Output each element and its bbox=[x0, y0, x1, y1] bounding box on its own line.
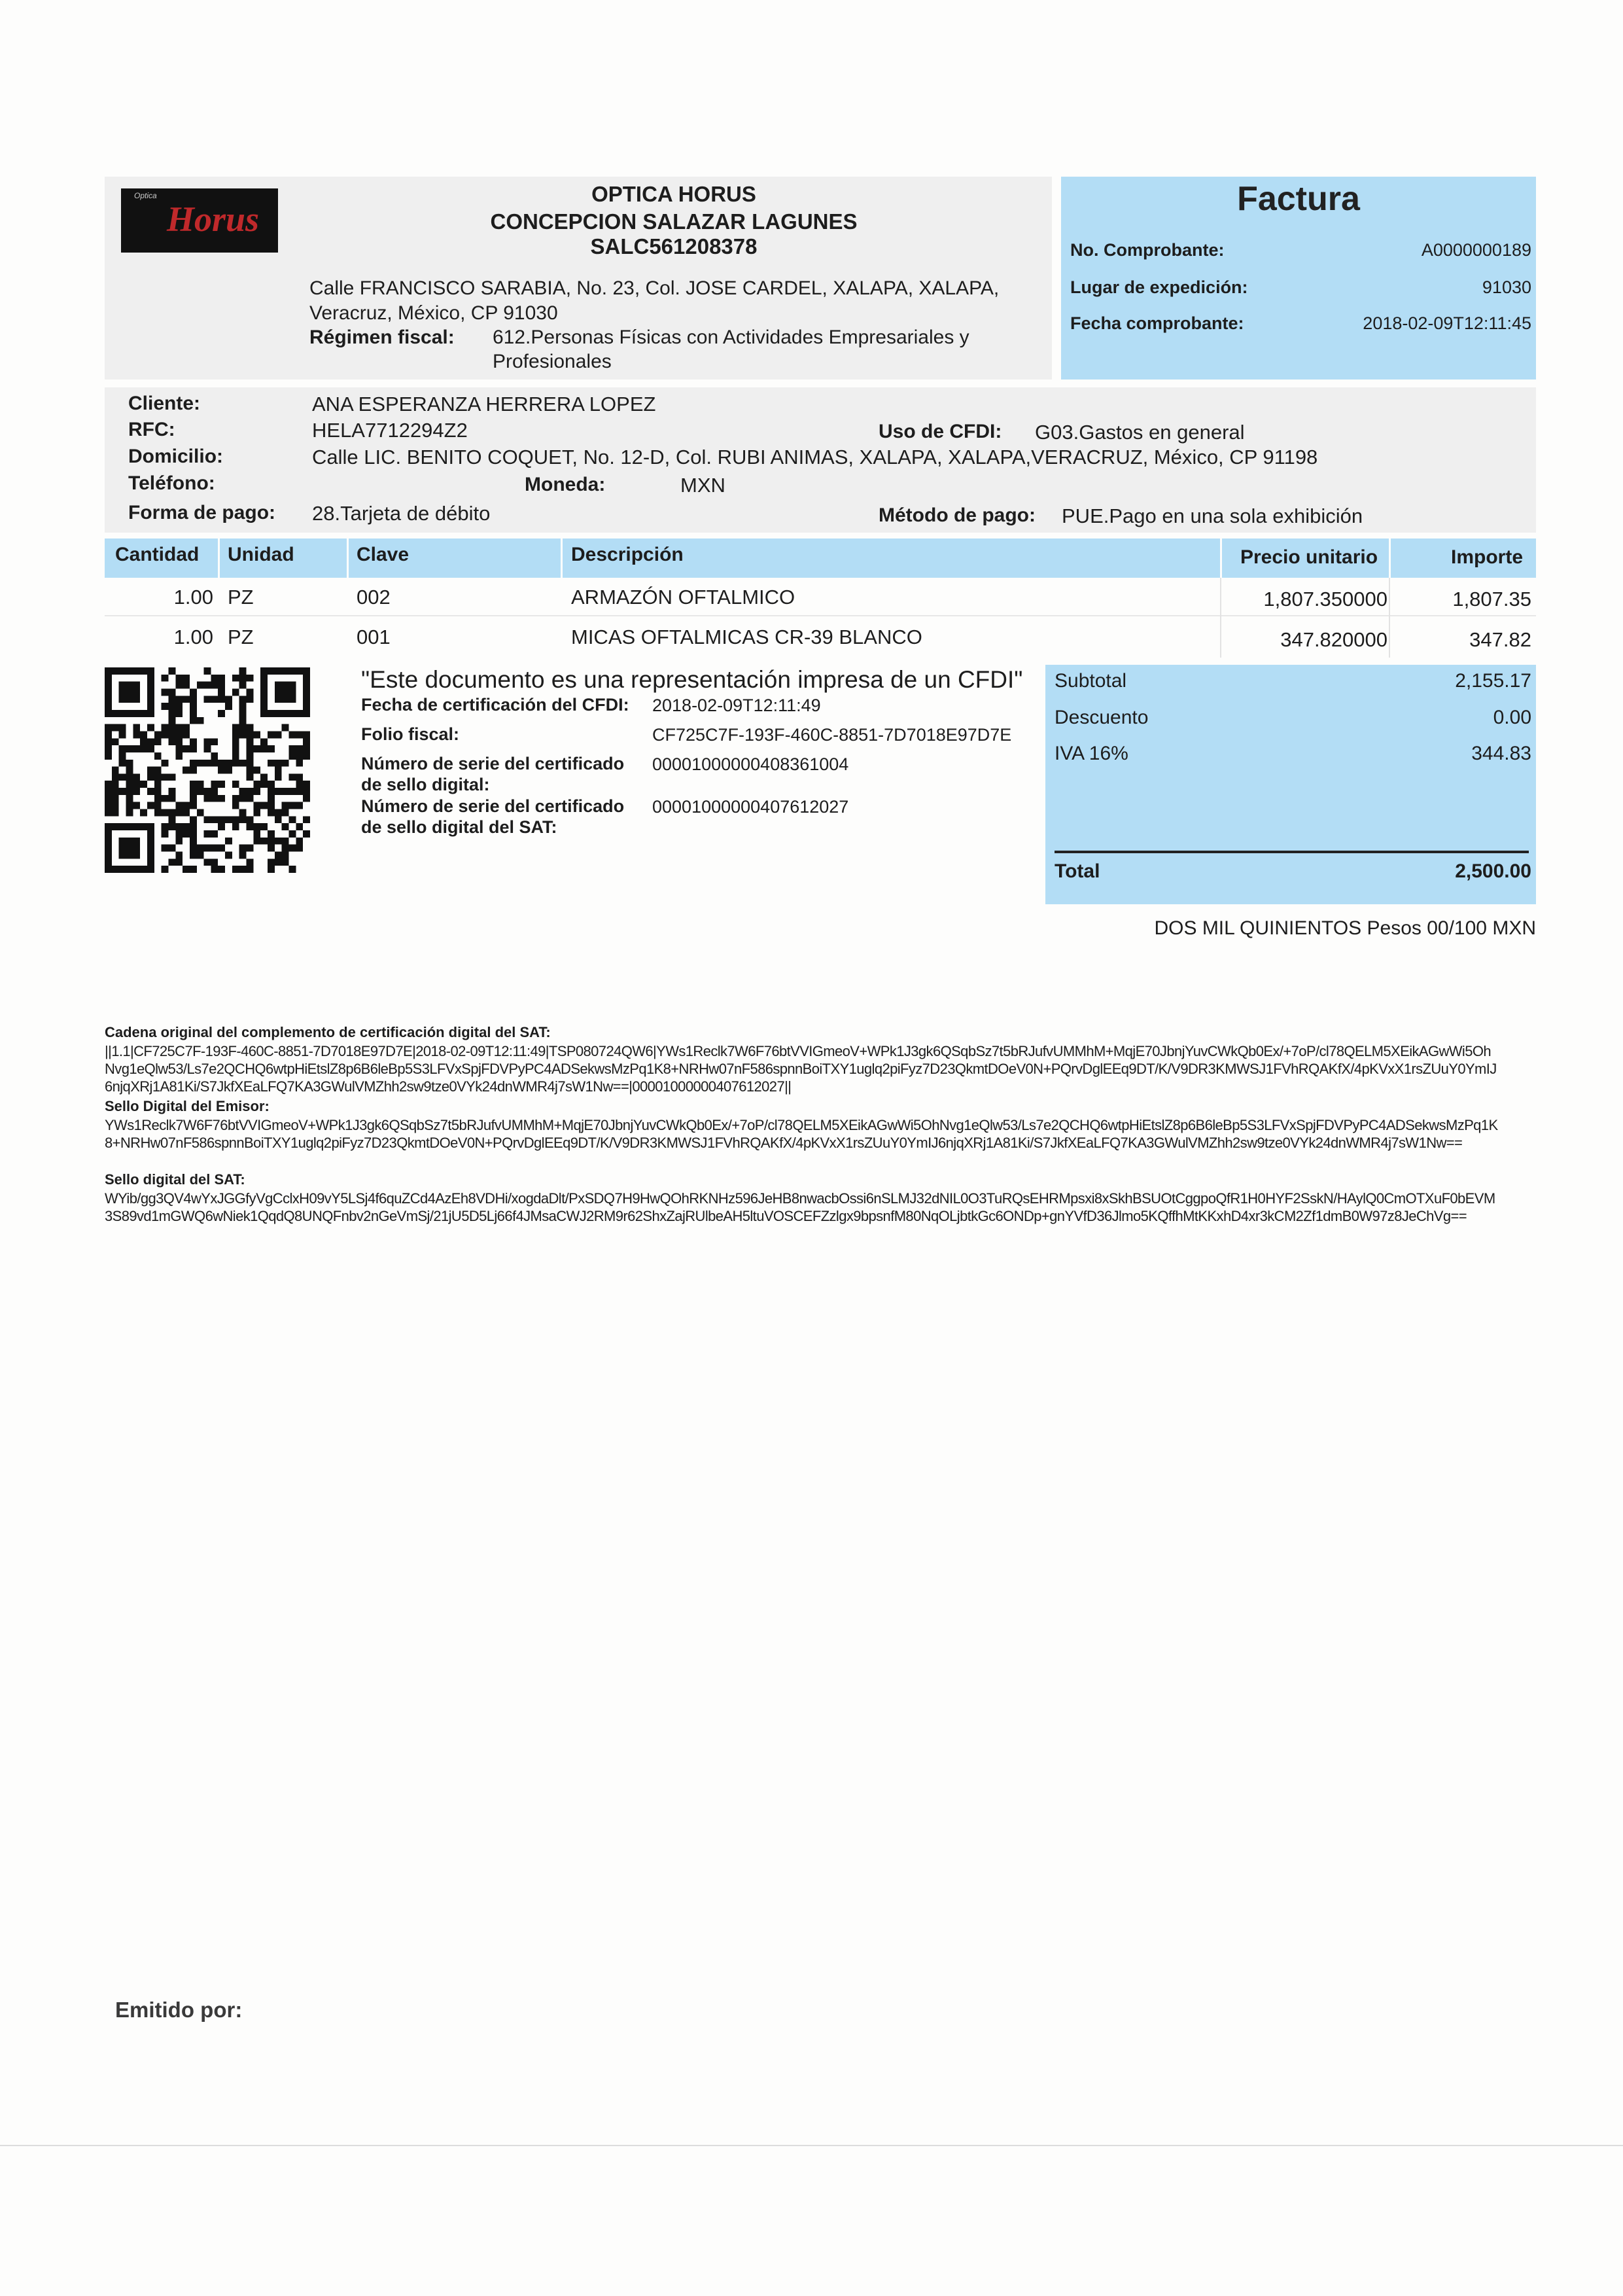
cert-date-value: 2018-02-09T12:11:49 bbox=[652, 696, 821, 715]
col-clave: Clave bbox=[357, 544, 410, 565]
issuer-address-line2: Veracruz, México, CP 91030 bbox=[309, 302, 558, 324]
lugar-label: Lugar de expedición: bbox=[1070, 277, 1248, 297]
col-cantidad: Cantidad bbox=[115, 544, 200, 565]
sello-sat-value: WYib/gg3QV4wYxJGGfyVgCclxH09vY5LSj4f6quZCd4AzEh8VDHi/xogdaDlt/PxSDQ7H9HwQOhRKNHz596JeHB8nwacbOssi6nSLMJ32dNIL0O3TuRQsEHRMpsxi8xSkhBSUOtCggpoQfR1H0HYF2SskN/HAylQ0CmOTXuF0bEVM3S89vd1mGWQ6wNiek1QqdQ8UNQFnbv2nGeVmSj/21jU5D5Lj66f4JMsaCWJ2RM9r62ShxZajRUlbeAH5ltuVOSCEFZzlgx9bpsnfM80NqOLjbtkGc6ONDp+gnYVfD36Jlmo5KQffhMtKKxhD4xr3kCM2Zf1dmB0W97z8JeChVg== bbox=[105, 1190, 1495, 1224]
client-phone-label: Teléfono: bbox=[128, 472, 215, 494]
cert-date-label: Fecha de certificación del CFDI: bbox=[361, 695, 629, 715]
regime-value-line2: Profesionales bbox=[493, 351, 612, 372]
issuer-owner: CONCEPCION SALAZAR LAGUNES bbox=[490, 209, 858, 234]
client-rfc-label: RFC: bbox=[128, 419, 175, 440]
company-logo: Optica Horus bbox=[121, 188, 278, 253]
lugar-value: 91030 bbox=[1482, 277, 1531, 297]
descuento-value: 0.00 bbox=[1493, 707, 1531, 728]
client-address-label: Domicilio: bbox=[128, 446, 224, 467]
serie-label-1: Número de serie del certificado bbox=[361, 754, 625, 773]
serie-sat-label-1: Número de serie del certificado bbox=[361, 796, 625, 816]
issuer-rfc: SALC561208378 bbox=[590, 234, 758, 258]
fecha-value: 2018-02-09T12:11:45 bbox=[1363, 313, 1531, 333]
forma-pago-label: Forma de pago: bbox=[128, 502, 276, 523]
total-rule bbox=[1055, 851, 1529, 853]
col-precio: Precio unitario bbox=[1240, 546, 1378, 568]
subtotal-label: Subtotal bbox=[1055, 670, 1127, 692]
col-descripcion: Descripción bbox=[571, 544, 684, 565]
col-importe: Importe bbox=[1451, 546, 1524, 568]
total-value: 2,500.00 bbox=[1455, 860, 1531, 882]
regime-value-line1: 612.Personas Físicas con Actividades Empresariales y bbox=[493, 327, 969, 348]
fecha-label: Fecha comprobante: bbox=[1070, 313, 1244, 333]
client-name: ANA ESPERANZA HERRERA LOPEZ bbox=[312, 393, 656, 415]
serie-value: 00001000000408361004 bbox=[652, 754, 849, 774]
sello-emisor-label: Sello Digital del Emisor: bbox=[105, 1098, 270, 1114]
cadena-label: Cadena original del complemento de certificación digital del SAT: bbox=[105, 1024, 551, 1040]
cfdi-note: "Este documento es una representación impresa de un CFDI" bbox=[361, 666, 1023, 693]
subtotal-value: 2,155.17 bbox=[1455, 670, 1531, 692]
descuento-label: Descuento bbox=[1055, 707, 1149, 728]
client-rfc: HELA7712294Z2 bbox=[312, 419, 468, 442]
emitido-por-label: Emitido por: bbox=[115, 1998, 243, 2022]
qr-code bbox=[105, 667, 310, 873]
col-unidad: Unidad bbox=[228, 544, 294, 565]
folio-value: CF725C7F-193F-460C-8851-7D7018E97D7E bbox=[652, 725, 1012, 745]
comprobante-value: A0000000189 bbox=[1421, 240, 1531, 260]
serie-sat-label-2: de sello digital del SAT: bbox=[361, 817, 557, 837]
metodo-pago-value: PUE.Pago en una sola exhibición bbox=[1062, 504, 1363, 527]
document-title: Factura bbox=[1237, 180, 1360, 218]
cadena-value: ||1.1|CF725C7F-193F-460C-8851-7D7018E97D7E|2018-02-09T12:11:49|TSP080724QW6|YWs1Reclk7W6F76btVVIGmeoV+WPk1J3gk6QSqbSz7t5bRJufvUMMhM+MqjE70JbnjYuvCWkQb0Ex/+7oP/cl78QELM5XEikAGwWi5OhNvg1eQlw53/Ls7e2QCHQ6wtpHiEtslZ8p6B6leBp5S3LFVxSpjFDVPyPC4ADSekwsMzPq1K8+NRHw07nF586spnnBoiTXY1uglq2piFyz7D23QkmtDOeV0N+PQrvDglEEq9DT/K/V9DR3KMWSJ1FVhRQAKfX/4pKVxX1rsZUuY0YmIJ6njqXRj1A81Ki/S7JkfXEaLFQ7KA3GWulVMZhh2sw9tze0VYk24dnWMR4j7sW1Nw==|00001000000407612027|| bbox=[105, 1043, 1497, 1095]
forma-pago-value: 28.Tarjeta de débito bbox=[312, 502, 491, 525]
regime-label: Régimen fiscal: bbox=[309, 327, 455, 348]
sello-emisor-value: YWs1Reclk7W6F76btVVIGmeoV+WPk1J3gk6QSqbSz7t5bRJufvUMMhM+MqjE70JbnjYuvCWkQb0Ex/+7oP/cl78QELM5XEikAGwWi5OhNvg1eQlw53/Ls7e2QCHQ6wtpHiEtslZ8p6B6leBp5S3LFVxSpjFDVPyPC4ADSekwsMzPq1K8+NRHw07nF586spnnBoiTXY1uglq2piFyz7D23QkmtDOeV0N+PQrvDglEEq9DT/K/V9DR3KMWSJ1FVhRQAKfX/4pKVxX1rsZUuY0YmIJ6njqXRj1A81Ki/S7JkfXEaLFQ7KA3GWulVMZhh2sw9tze0VYk24dnWMR4j7sW1Nw== bbox=[105, 1117, 1498, 1151]
sello-sat-label: Sello digital del SAT: bbox=[105, 1171, 245, 1188]
iva-label: IVA 16% bbox=[1055, 743, 1128, 764]
comprobante-label: No. Comprobante: bbox=[1070, 240, 1225, 260]
folio-label: Folio fiscal: bbox=[361, 724, 460, 744]
footer-rule bbox=[0, 2145, 1623, 2146]
issuer-name: OPTICA HORUS bbox=[591, 182, 756, 206]
metodo-pago-label: Método de pago: bbox=[879, 504, 1036, 526]
issuer-address-line1: Calle FRANCISCO SARABIA, No. 23, Col. JOSE CARDEL, XALAPA, XALAPA, bbox=[309, 277, 1000, 299]
total-label: Total bbox=[1055, 860, 1100, 882]
uso-cfdi-value: G03.Gastos en general bbox=[1035, 421, 1245, 444]
serie-label-2: de sello digital: bbox=[361, 775, 490, 794]
serie-sat-value: 00001000000407612027 bbox=[652, 797, 849, 817]
iva-value: 344.83 bbox=[1471, 743, 1531, 764]
moneda-value: MXN bbox=[680, 474, 725, 497]
client-address: Calle LIC. BENITO COQUET, No. 12-D, Col. RUBI ANIMAS, XALAPA, XALAPA,VERACRUZ, México, CP 91198 bbox=[312, 446, 1318, 468]
total-in-words: DOS MIL QUINIENTOS Pesos 00/100 MXN bbox=[1154, 917, 1536, 939]
moneda-label: Moneda: bbox=[525, 474, 606, 495]
client-name-label: Cliente: bbox=[128, 393, 201, 414]
uso-cfdi-label: Uso de CFDI: bbox=[879, 421, 1002, 442]
